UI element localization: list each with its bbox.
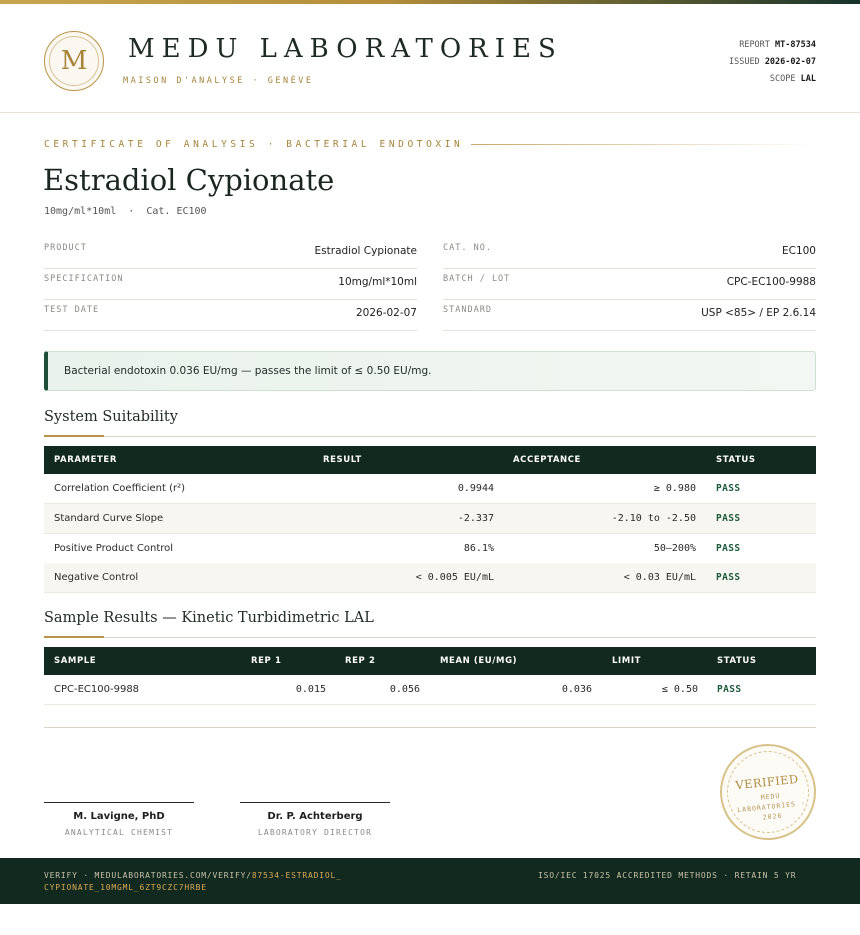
cell-parameter: Correlation Coefficient (r²): [54, 483, 186, 494]
meta-scope: SCOPE LAL: [769, 74, 816, 84]
field-value: EC100: [781, 245, 816, 257]
letterhead: [0, 4, 860, 113]
column-header: MEAN (EU/MG): [440, 656, 518, 666]
field-batch-lot: [443, 268, 816, 300]
verify-prefix: VERIFY · MEDULABORATORIES.COM/VERIFY/: [44, 871, 252, 880]
column-header: STATUS: [717, 656, 757, 666]
field-test-date: [44, 299, 417, 331]
cell-rep1: 0.015: [295, 684, 326, 695]
cell-limit: ≤ 0.50: [661, 684, 698, 695]
field-value: Estradiol Cypionate: [314, 245, 417, 257]
notice-text: Bacterial endotoxin 0.036 EU/mg — passes the limit of ≤ 0.50 EU/mg.: [64, 365, 432, 377]
meta-issued: ISSUED 2026-02-07: [728, 57, 816, 67]
section-title-system-suitability: System Suitability: [44, 409, 178, 425]
signatory-name: Dr. P. Achterberg: [267, 811, 363, 822]
status-badge: PASS: [716, 572, 741, 583]
signature-divider: [44, 727, 816, 728]
field-label: CAT. NO.: [443, 243, 492, 253]
cell-acceptance: 50–200%: [653, 543, 696, 554]
cell-sample: CPC-EC100-9988: [54, 684, 140, 695]
column-header: STATUS: [716, 455, 756, 465]
result-notice: [44, 351, 816, 391]
field-value: USP <85> / EP 2.6.14: [701, 307, 816, 319]
signatory-role: ANALYTICAL CHEMIST: [64, 828, 174, 837]
verify-link[interactable]: [44, 870, 344, 894]
status-badge: PASS: [717, 684, 742, 695]
field-value: 2026-02-07: [355, 307, 417, 319]
status-badge: PASS: [716, 513, 741, 524]
table-row: [44, 563, 816, 593]
field-label: TEST DATE: [44, 305, 100, 315]
field-standard: [443, 299, 816, 331]
field-label: SPECIFICATION: [44, 274, 124, 284]
page-subtitle: 10mg/ml*10ml · Cat. EC100: [44, 206, 207, 217]
samples-table-header: [44, 647, 816, 675]
kicker-divider: [471, 144, 816, 145]
field-label: PRODUCT: [44, 243, 87, 253]
brand-tagline: MAISON D'ANALYSE · GENÈVE: [123, 76, 314, 86]
seal-letter: M: [60, 46, 88, 76]
column-header: REP 2: [345, 656, 376, 666]
stamp-title: VERIFIED: [734, 771, 800, 793]
cell-acceptance: < 0.03 EU/mL: [623, 572, 696, 583]
field-value: CPC-EC100-9988: [726, 276, 816, 288]
section-title-sample-results: Sample Results — Kinetic Turbidimetric LAL: [44, 610, 374, 626]
field-label: BATCH / LOT: [443, 274, 511, 284]
signature-line: [44, 802, 194, 803]
suitability-table-header: [44, 446, 816, 474]
field-label: STANDARD: [443, 305, 492, 315]
table-row: [44, 504, 816, 534]
table-row: [44, 534, 816, 564]
field-product: [44, 237, 417, 269]
cell-result: < 0.005 EU/mL: [415, 572, 494, 583]
signatory-role: LABORATORY DIRECTOR: [257, 828, 373, 837]
column-header: PARAMETER: [54, 455, 117, 465]
report-meta: [729, 37, 816, 88]
cell-mean: 0.036: [561, 684, 592, 695]
certificate-kicker: CERTIFICATE OF ANALYSIS · BACTERIAL ENDOTOXIN: [44, 139, 464, 150]
column-header: LIMIT: [612, 656, 641, 666]
column-header: REP 1: [251, 656, 282, 666]
verify-code: 87534-ESTRADIOL_CYPIONATE_10MGML_6ZT9CZC7HRBE: [44, 871, 342, 892]
brand-name: MEDU LABORATORIES: [128, 34, 563, 64]
table-row: [44, 474, 816, 504]
status-badge: PASS: [716, 543, 741, 554]
verified-stamp: [715, 739, 821, 845]
section-accent: [44, 636, 104, 638]
signatory-name: M. Lavigne, PhD: [73, 811, 165, 822]
column-header: SAMPLE: [54, 656, 97, 666]
cell-parameter: Positive Product Control: [54, 543, 174, 554]
section-divider: [44, 637, 816, 638]
cell-rep2: 0.056: [389, 684, 420, 695]
field-specification: [44, 268, 417, 300]
meta-report: REPORT MT-87534: [739, 40, 816, 50]
column-header: RESULT: [323, 455, 362, 465]
field-value: 10mg/ml*10ml: [338, 276, 417, 288]
cell-parameter: Negative Control: [54, 572, 139, 583]
cell-result: 86.1%: [463, 543, 494, 554]
cell-acceptance: -2.10 to -2.50: [611, 513, 696, 524]
status-badge: PASS: [716, 483, 741, 494]
cell-acceptance: ≥ 0.980: [653, 483, 696, 494]
stamp-subtitle: MEDU LABORATORIES · 2026: [736, 791, 807, 822]
accreditation-note: ISO/IEC 17025 ACCREDITED METHODS · RETAIN 5 YR: [538, 871, 797, 880]
laboratory-seal-logo: [44, 31, 104, 91]
table-row: [44, 675, 816, 705]
cell-result: 0.9944: [457, 483, 494, 494]
section-accent: [44, 435, 104, 437]
cell-result: -2.337: [457, 513, 494, 524]
page-title: Estradiol Cypionate: [43, 163, 335, 197]
field-cat-no: [443, 237, 816, 269]
section-divider: [44, 436, 816, 437]
column-header: ACCEPTANCE: [513, 455, 581, 465]
cell-parameter: Standard Curve Slope: [54, 513, 164, 524]
footer: [0, 858, 860, 904]
signature-line: [240, 802, 390, 803]
